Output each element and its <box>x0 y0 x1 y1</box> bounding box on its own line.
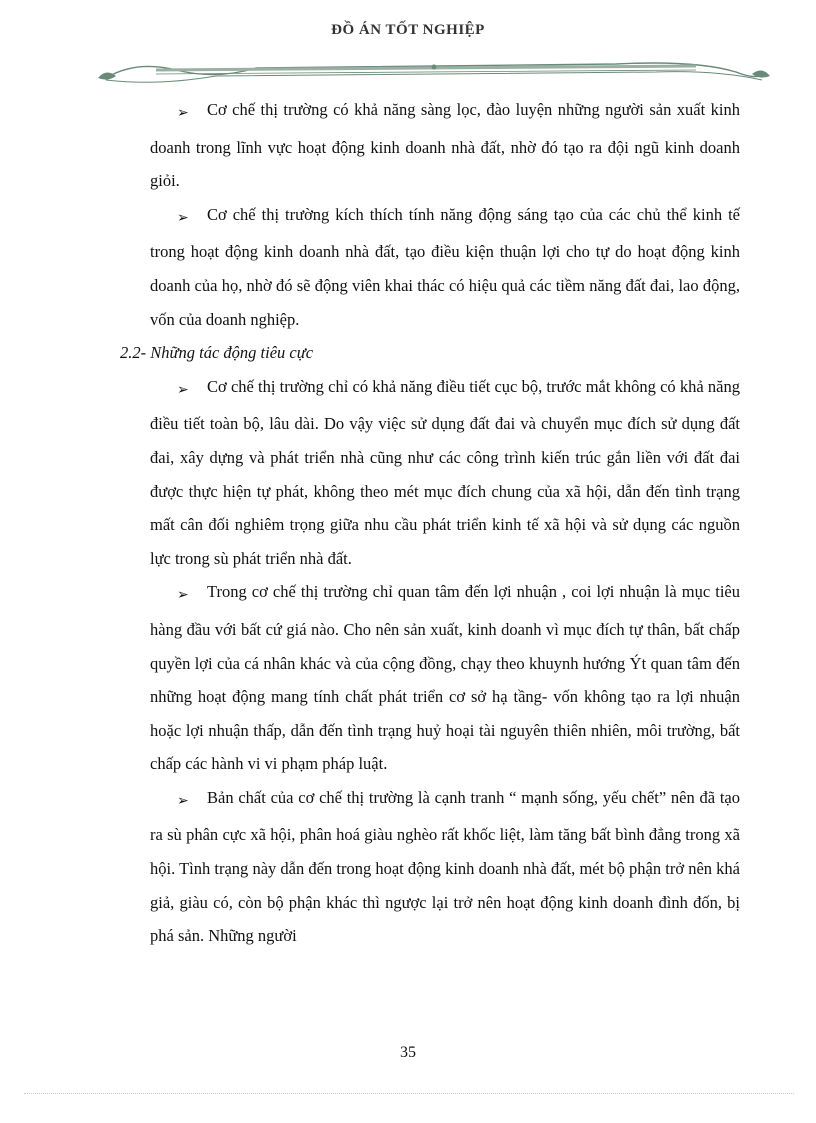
paragraph: ➢ Cơ chế thị trường kích thích tính năng động sáng tạo của các chủ thể kinh tế trong hoạt động kinh doanh nhà đất, tạo điều kiện thuận lợi cho tự do hoạt động kinh doanh của họ, nhờ đó sẽ động viên khai thác có hiệu quả các tiềm năng đất đai, lao động, vốn của doanh nghiệp. <box>120 198 740 336</box>
paragraph: ➢ Bản chất của cơ chế thị trường là cạnh tranh “ mạnh sống, yếu chết” nên đã tạo ra sù phân cực xã hội, phân hoá giàu nghèo rất khốc liệt, làm tăng bất bình đẳng trong xã hội. Tình trạng này dẫn đến trong hoạt động kinh doanh nhà đất, mét bộ phận trở nên khá giả, giàu có, còn bộ phận khác thì ngược lại trở nên hoạt động kinh doanh đình đốn, bị phá sản. Những người <box>120 781 740 953</box>
arrow-bullet-icon: ➢ <box>177 106 189 121</box>
paragraph: ➢ Cơ chế thị trường chỉ có khả năng điều tiết cục bộ, trước mắt không có khả năng điều tiết toàn bộ, lâu dài. Do vậy việc sử dụng đất đai và chuyển mục đích sử dụng đất đai, xây dựng và phát triển nhà cũng như các công trình kiến trúc gắn liền với đất đai được thực hiện tự phát, không theo mét mục đích chung của xã hội, dẫn đến tình trạng mất cân đối nghiêm trọng giữa nhu cầu phát triển kinh tế xã hội và sử dụng các nguồn lực trong sù phát triển nhà đất. <box>120 370 740 576</box>
arrow-bullet-icon: ➢ <box>177 210 189 226</box>
page-header-title: ĐỒ ÁN TỐT NGHIỆP <box>331 22 485 38</box>
paragraph: ➢ Trong cơ chế thị trường chỉ quan tâm đến lợi nhuận , coi lợi nhuận là mục tiêu hàng đầu với bất cứ giá nào. Cho nên sản xuất, kinh doanh vì mục đích tự thân, bất chấp quyền lợi của cá nhân khác và của cộng đồng, chạy theo khuynh hướng Ýt quan tâm đến những hoạt động mang tính chất phát triển cơ sở hạ tầng- vốn không tạo ra lợi nhuận hoặc lợi nhuận thấp, dẫn đến tình trạng huỷ hoại tài nguyên thiên nhiên, môi trường, bất chấp các hành vi vi phạm pháp luật. <box>120 575 740 781</box>
section-heading: 2.2- Những tác động tiêu cực <box>120 343 314 363</box>
footer-divider <box>24 1093 794 1094</box>
arrow-bullet-icon: ➢ <box>177 382 189 398</box>
arrow-bullet-icon: ➢ <box>177 588 189 604</box>
arrow-bullet-icon: ➢ <box>177 793 189 809</box>
paragraph: ➢ Cơ chế thị trường có khả năng sàng lọc, đào luyện những người sản xuất kinh doanh trong lĩnh vực hoạt động kinh doanh nhà đất, nhờ đó tạo ra đội ngũ kinh doanh giỏi. <box>120 93 740 198</box>
header-ornament <box>96 50 772 90</box>
page-number: 35 <box>400 1044 416 1061</box>
page-body <box>120 93 740 953</box>
